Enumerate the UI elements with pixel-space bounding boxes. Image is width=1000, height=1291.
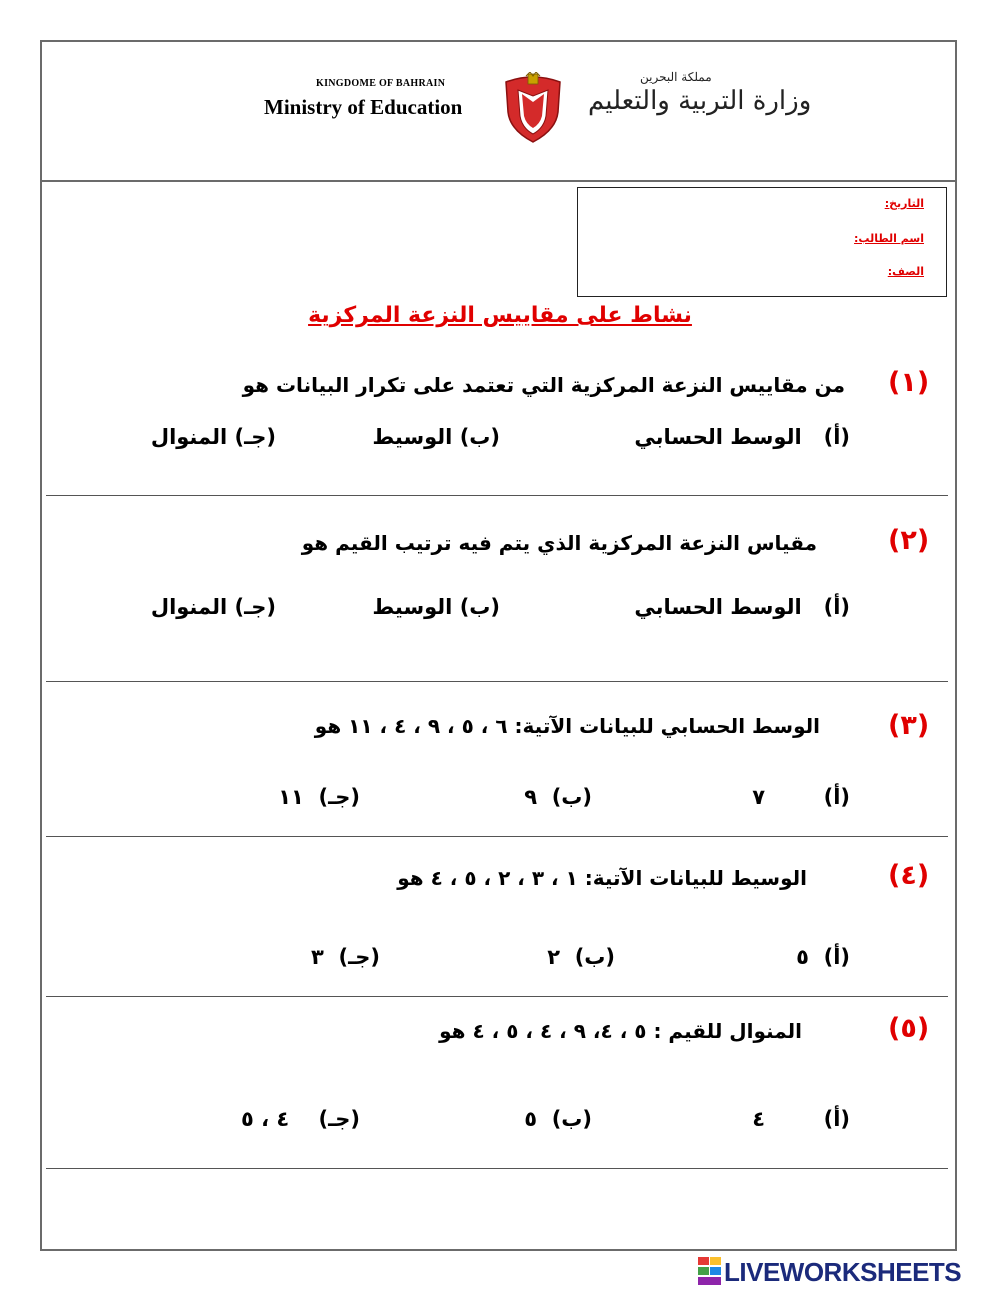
liveworksheets-brand[interactable]: LIVEWORKSHEETS [724,1257,962,1287]
option-text: المنوال [150,595,228,619]
option-c[interactable] [151,425,276,449]
option-text: ١١ [278,785,304,809]
option-a[interactable] [796,945,850,969]
option-text: ٤ ، ٥ [240,1107,290,1131]
header-divider [40,180,957,182]
question-text: الوسط الحسابي للبيانات الآتية: ٦ ، ٥ ، ٩ ، ٤ ، ١١ هو [314,714,820,738]
option-text: ٧ [752,785,766,809]
question-number: (٣) [888,710,930,741]
option-b[interactable] [524,1107,592,1131]
ministry-en: Ministry of Education [264,95,463,119]
student-info-box [577,187,947,297]
option-label: (جـ) [234,595,276,619]
liveworksheets-logo-icon [698,1257,722,1285]
option-text: ٥ [796,945,809,969]
question-text: المنوال للقيم : ٥ ، ٤، ٩ ، ٤ ، ٥ ، ٤ هو [439,1019,802,1043]
question-text: مقياس النزعة المركزية الذي يتم فيه ترتيب القيم هو [301,531,817,555]
question-number: (١) [888,367,930,398]
question-number: (٤) [888,860,930,891]
option-label: (ب) [574,945,615,969]
option-label: (أ) [823,1107,850,1131]
option-label: (ب) [459,425,500,449]
class-label: الصف: [887,265,924,278]
option-text: ٣ [311,945,324,969]
option-label: (جـ) [234,425,276,449]
option-text: الوسيط [372,425,453,449]
option-c[interactable] [151,595,276,619]
ministry-ar: وزارة التربية والتعليم [588,86,812,116]
option-label: (ب) [551,785,592,809]
option-label: (ب) [551,1107,592,1131]
option-text: الوسط الحسابي [634,425,802,449]
option-label: (جـ) [338,945,380,969]
date-label: التاريخ: [884,197,924,210]
option-text: ٢ [547,945,561,969]
question-number: (٢) [888,525,930,556]
option-b[interactable] [524,785,592,809]
option-c[interactable] [311,945,380,969]
option-a[interactable] [752,1107,850,1131]
option-text: المنوال [150,425,228,449]
question-divider [46,681,948,682]
question-number: (٥) [888,1013,930,1044]
option-label: (أ) [823,945,850,969]
kingdom-ar: مملكة البحرين [640,70,712,84]
option-label: (جـ) [318,1107,360,1131]
student-name-label: اسم الطالب: [854,232,924,245]
bahrain-emblem-icon [500,72,566,144]
option-text: ٩ [524,785,538,809]
kingdom-en: KINGDOME OF BAHRAIN [316,78,446,89]
option-label: (أ) [823,595,850,619]
question-text: الوسيط للبيانات الآتية: ١ ، ٣ ، ٢ ، ٥ ، ٤ هو [397,866,807,890]
option-b[interactable] [372,425,500,449]
question-divider [46,1168,948,1169]
option-text: ٥ [524,1107,538,1131]
option-text: الوسط الحسابي [634,595,802,619]
option-a[interactable] [634,595,850,619]
option-b[interactable] [547,945,615,969]
question-divider [46,996,948,997]
option-label: (جـ) [318,785,360,809]
question-text: من مقاييس النزعة المركزية التي تعتمد على تكرار البيانات هو [242,373,845,397]
option-c[interactable] [241,1107,360,1131]
option-c[interactable] [278,785,360,809]
question-divider [46,495,948,496]
option-label: (أ) [823,425,850,449]
option-a[interactable] [634,425,850,449]
worksheet-title: نشاط على مقاييس النزعة المركزية [308,303,692,328]
option-label: (أ) [823,785,850,809]
option-text: ٤ [752,1107,766,1131]
option-text: الوسيط [372,595,453,619]
option-a[interactable] [752,785,850,809]
option-b[interactable] [372,595,500,619]
option-label: (ب) [459,595,500,619]
question-divider [46,836,948,837]
